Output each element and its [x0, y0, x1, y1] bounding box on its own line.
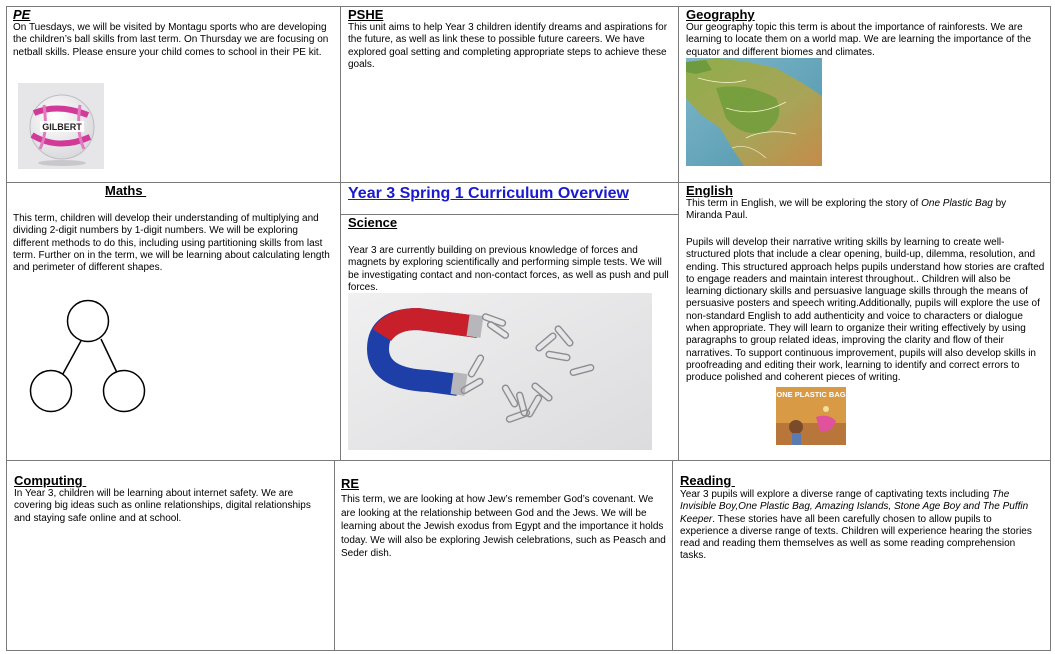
pe-cell	[6, 6, 341, 183]
science-text: Year 3 are currently building on previous knowledge of forces and magnets by exploring scientifically and performing simple tests. We will be investigating contact and non-contact forces, as well as push and pull forces.	[348, 245, 669, 293]
page-title[interactable]: Year 3 Spring 1 Curriculum Overview	[348, 185, 629, 202]
reading-heading: Reading	[680, 473, 735, 488]
south-america-map-image	[686, 58, 822, 166]
book-cover-icon	[776, 387, 846, 445]
english-heading: English	[686, 183, 733, 198]
reading-text-a: Year 3 pupils will explore a diverse range of captivating texts including	[680, 489, 993, 500]
map-icon	[686, 58, 822, 166]
computing-heading: Computing	[14, 473, 87, 488]
science-cell	[340, 214, 679, 461]
whole-circle	[68, 301, 109, 342]
english-text: Pupils will develop their narrative writing skills by learning to create well-structured plots that include a clear opening, build-up, dilemma, resolution, and ending. This structured approach helps pupils understand how stories are crafted to engage readers and maintain interest throughout.. Children will also be learning dictionary skills and persuasive language skills through the means of persuasive posters and speech writing.Additionally, pupils will explore the use of non-standard English to add authenticity and voice to characters or dialogue when appropriate. They will learn to organize their writing effectively by using paragraphs to group related ideas, improving the clarity and flow of their narratives. To support continuous improvement, pupils will also develop skills in proofreading and editing their work, learning to identify and correct errors to produce polished and coherent pieces of writing.	[686, 237, 1045, 384]
reading-books: The Invisible Boy,One Plastic Bag, Amazing Islands, Stone Age Boy and The Puffin Keeper	[680, 489, 1029, 525]
svg-text:ONE PLASTIC BAG: ONE PLASTIC BAG	[776, 390, 846, 399]
maths-heading: Maths	[105, 183, 147, 198]
reading-cell	[672, 460, 1051, 651]
pshe-heading: PSHE	[348, 7, 384, 22]
pshe-text: This unit aims to help Year 3 children identify dreams and aspirations for the future, as well as link these to possible future careers. We have explored goal setting and completing appropriate steps to achieve these goals.	[348, 22, 668, 70]
geography-heading: Geography	[686, 7, 755, 22]
maths-cell	[6, 182, 341, 461]
english-intro	[686, 198, 1044, 223]
geography-text: Our geography topic this term is about the importance of rainforests. We are learning to locate them on a world map. We are learning the importance of the equator and different biomes and climates.	[686, 22, 1032, 58]
maths-text: This term, children will develop their understanding of multiplying and dividing 2-digit numbers by 1-digit numbers. We will be exploring different methods to do this, including using partitioning skills from last term. Further on in the term, we will be learning about calculating length and perimeter of different shapes.	[13, 213, 330, 274]
part-whole-diagram	[27, 297, 153, 417]
part-circle-right	[104, 371, 145, 412]
re-text: This term, we are looking at how Jew’s remember God’s covenant. We are looking at the relationship between God and the Jews. We will be learning about the Jewish exodus from Egypt and the importance it holds today. We will also be exploring Jewish celebrations, such as Peasch and Seder dish.	[341, 494, 666, 560]
english-intro-b: by Miranda Paul.	[686, 198, 1007, 222]
magnet-image	[348, 293, 652, 450]
part-circle-left	[31, 371, 72, 412]
reading-text	[680, 489, 1042, 563]
title-cell	[340, 182, 679, 215]
pe-heading: PE	[13, 7, 31, 22]
geography-cell	[678, 6, 1051, 183]
computing-cell	[6, 460, 335, 651]
pshe-cell	[340, 6, 679, 183]
netball-icon	[18, 83, 104, 169]
reading-text-b: . These stories have all been carefully chosen to allow pupils to experience a diverse range of texts. Children will experience hearing the stories read and reading them themselves as well as some reading comprehension tasks.	[680, 513, 1032, 562]
computing-text: In Year 3, children will be learning about internet safety. We are covering big ideas such as online relationships, digital relationships and staying safe online and at school.	[14, 488, 311, 524]
english-intro-book: One Plastic Bag	[921, 198, 993, 209]
re-heading: RE	[341, 476, 360, 491]
netball-image	[18, 83, 104, 169]
english-intro-a: This term in English, we will be exploring the story of	[686, 198, 922, 209]
magnet-icon	[348, 293, 652, 450]
english-cell	[678, 182, 1051, 461]
re-cell	[334, 460, 673, 651]
book-cover-image	[776, 387, 846, 445]
science-heading: Science	[348, 215, 398, 230]
svg-text:GILBERT: GILBERT	[42, 122, 82, 132]
pe-text: On Tuesdays, we will be visited by Montagu sports who are developing the children’s ball skills from last term. On Thursday we are focusing on netball skills. Please ensure your child comes to school in their PE kit.	[13, 22, 329, 58]
